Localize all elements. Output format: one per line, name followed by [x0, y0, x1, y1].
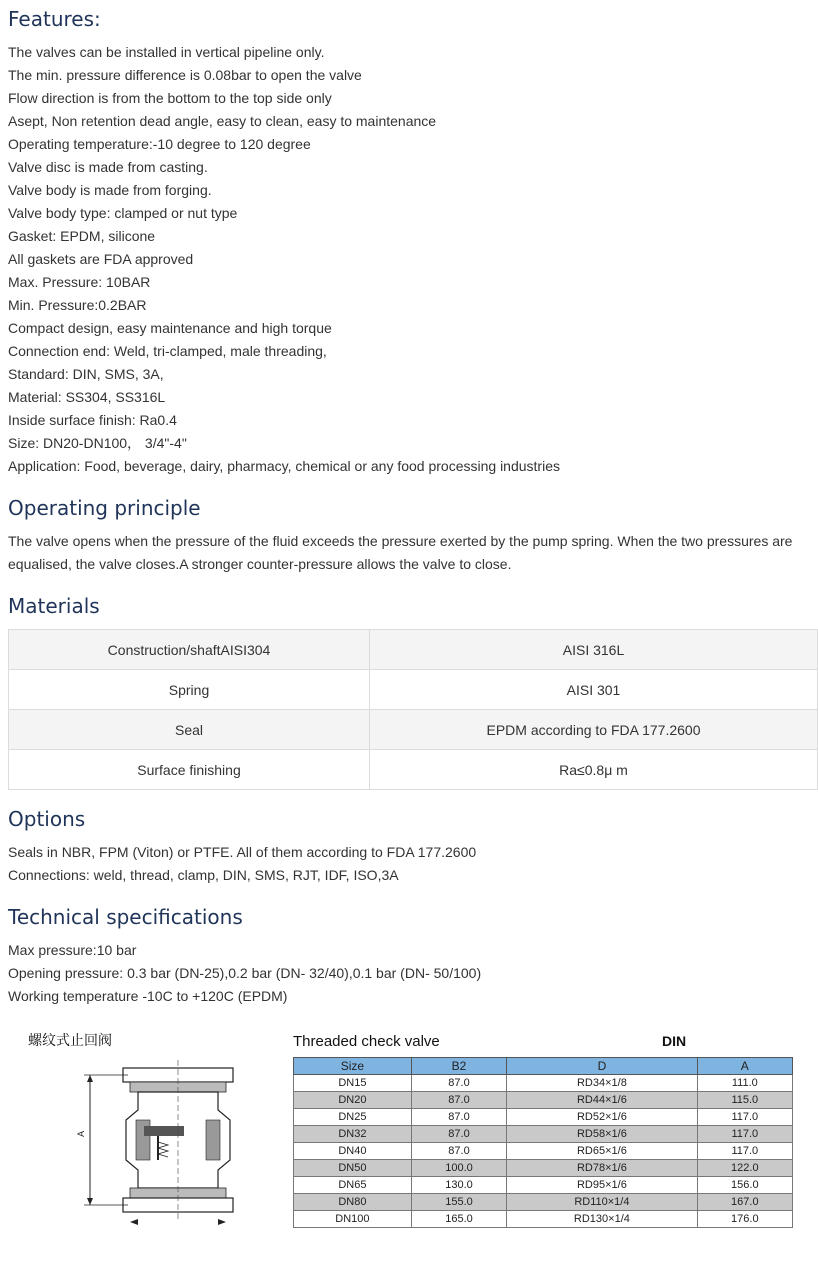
column-header-d: D [507, 1058, 697, 1075]
technical-specifications-heading: Technical specifications [8, 905, 243, 929]
material-part: Spring [9, 670, 370, 710]
table-row [9, 710, 818, 750]
feature-item: Material: SS304, SS316L [8, 389, 166, 405]
operating-principle-heading: Operating principle [8, 496, 201, 520]
cell-size: DN100 [294, 1211, 412, 1228]
cell-d: RD65×1/6 [507, 1143, 697, 1160]
column-header-b2: B2 [411, 1058, 506, 1075]
feature-item: Operating temperature:-10 degree to 120 degree [8, 136, 311, 152]
material-value: AISI 301 [370, 670, 818, 710]
material-part: Seal [9, 710, 370, 750]
feature-item: Valve body is made from forging. [8, 182, 212, 198]
table-row [294, 1211, 793, 1228]
cell-d: RD130×1/4 [507, 1211, 697, 1228]
cell-size: DN50 [294, 1160, 412, 1177]
options-list [8, 841, 476, 887]
cell-d: RD34×1/8 [507, 1075, 697, 1092]
cell-a: 122.0 [697, 1160, 792, 1177]
valve-diagram [18, 1030, 258, 1230]
valve-cross-section [18, 1030, 258, 1230]
material-part: Surface finishing [9, 750, 370, 790]
cell-a: 117.0 [697, 1126, 792, 1143]
option-item: Seals in NBR, FPM (Viton) or PTFE. All of them according to FDA 177.2600 [8, 844, 477, 860]
cell-b2: 155.0 [411, 1194, 506, 1211]
table-row [9, 630, 818, 670]
technical-item: Max pressure:10 bar [8, 942, 137, 958]
table-row [294, 1126, 793, 1143]
cell-b2: 87.0 [411, 1126, 506, 1143]
cell-a: 156.0 [697, 1177, 792, 1194]
cell-a: 111.0 [697, 1075, 792, 1092]
cell-d: RD78×1/6 [507, 1160, 697, 1177]
cell-size: DN15 [294, 1075, 412, 1092]
cell-size: DN20 [294, 1092, 412, 1109]
cell-size: DN65 [294, 1177, 412, 1194]
cell-d: RD58×1/6 [507, 1126, 697, 1143]
cell-a: 115.0 [697, 1092, 792, 1109]
spec-standard-label: DIN [662, 1033, 687, 1049]
table-row [294, 1075, 793, 1092]
table-row [294, 1109, 793, 1126]
table-row [294, 1092, 793, 1109]
features-list [8, 41, 560, 478]
feature-item: Application: Food, beverage, dairy, pharmacy, chemical or any food processing industries [8, 458, 560, 474]
cell-d: RD44×1/6 [507, 1092, 697, 1109]
materials-heading: Materials [8, 594, 100, 618]
table-row [9, 670, 818, 710]
table-row [9, 750, 818, 790]
feature-item: Compact design, easy maintenance and high torque [8, 320, 332, 336]
table-row [294, 1194, 793, 1211]
cell-b2: 87.0 [411, 1143, 506, 1160]
cell-d: RD110×1/4 [507, 1194, 697, 1211]
cell-d: RD52×1/6 [507, 1109, 697, 1126]
column-header-a: A [697, 1058, 792, 1075]
dim-a-label: A [77, 1130, 87, 1137]
cell-b2: 165.0 [411, 1211, 506, 1228]
feature-item: Connection end: Weld, tri-clamped, male threading, [8, 343, 327, 359]
cell-b2: 87.0 [411, 1075, 506, 1092]
cell-d: RD95×1/6 [507, 1177, 697, 1194]
table-row [294, 1177, 793, 1194]
features-heading: Features: [8, 7, 101, 31]
feature-item: Gasket: EPDM, silicone [8, 228, 156, 244]
technical-item: Opening pressure: 0.3 bar (DN-25),0.2 bar (DN- 32/40),0.1 bar (DN- 50/100) [8, 965, 482, 981]
feature-item: Inside surface finish: Ra0.4 [8, 412, 177, 428]
feature-item: Max. Pressure: 10BAR [8, 274, 151, 290]
feature-item: Valve disc is made from casting. [8, 159, 208, 175]
technical-item: Working temperature -10C to +120C (EPDM) [8, 988, 288, 1004]
feature-item: Min. Pressure:0.2BAR [8, 297, 147, 313]
feature-item: Flow direction is from the bottom to the top side only [8, 90, 332, 106]
cell-b2: 87.0 [411, 1109, 506, 1126]
feature-item: Asept, Non retention dead angle, easy to clean, easy to maintenance [8, 113, 437, 129]
material-value: Ra≤0.8μ m [370, 750, 818, 790]
table-header-row [294, 1058, 793, 1075]
table-row [294, 1160, 793, 1177]
cell-b2: 100.0 [411, 1160, 506, 1177]
material-part: Construction/shaftAISI304 [9, 630, 370, 670]
cell-size: DN80 [294, 1194, 412, 1211]
cell-a: 117.0 [697, 1143, 792, 1160]
cell-a: 176.0 [697, 1211, 792, 1228]
cell-size: DN32 [294, 1126, 412, 1143]
operating-principle-text: The valve opens when the pressure of the fluid exceeds the pressure exerted by the pump spring. When the two pressures are equalised, the valve closes.A stronger counter-pressure allows the valve to close. [8, 533, 793, 572]
materials-table [8, 629, 818, 790]
diagram-label: 螺纹式止回阀 [28, 1033, 112, 1049]
material-value: AISI 316L [370, 630, 818, 670]
feature-item: Standard: DIN, SMS, 3A, [8, 366, 164, 382]
feature-item: Valve body type: clamped or nut type [8, 205, 238, 221]
spec-table-title: Threaded check valve [293, 1033, 440, 1050]
feature-item: All gaskets are FDA approved [8, 251, 194, 267]
feature-item: The valves can be installed in vertical pipeline only. [8, 44, 325, 60]
material-value: EPDM according to FDA 177.2600 [370, 710, 818, 750]
cell-size: DN25 [294, 1109, 412, 1126]
cell-b2: 87.0 [411, 1092, 506, 1109]
options-heading: Options [8, 807, 86, 831]
feature-item: Size: DN20-DN100， 3/4"-4" [8, 435, 187, 451]
feature-item: The min. pressure difference is 0.08bar to open the valve [8, 67, 362, 83]
column-header-size: Size [294, 1058, 412, 1075]
cell-size: DN40 [294, 1143, 412, 1160]
option-item: Connections: weld, thread, clamp, DIN, SMS, RJT, IDF, ISO,3A [8, 867, 399, 883]
technical-list [8, 939, 481, 1008]
cell-a: 167.0 [697, 1194, 792, 1211]
cell-b2: 130.0 [411, 1177, 506, 1194]
dimensions-table [293, 1057, 793, 1228]
table-row [294, 1143, 793, 1160]
cell-a: 117.0 [697, 1109, 792, 1126]
